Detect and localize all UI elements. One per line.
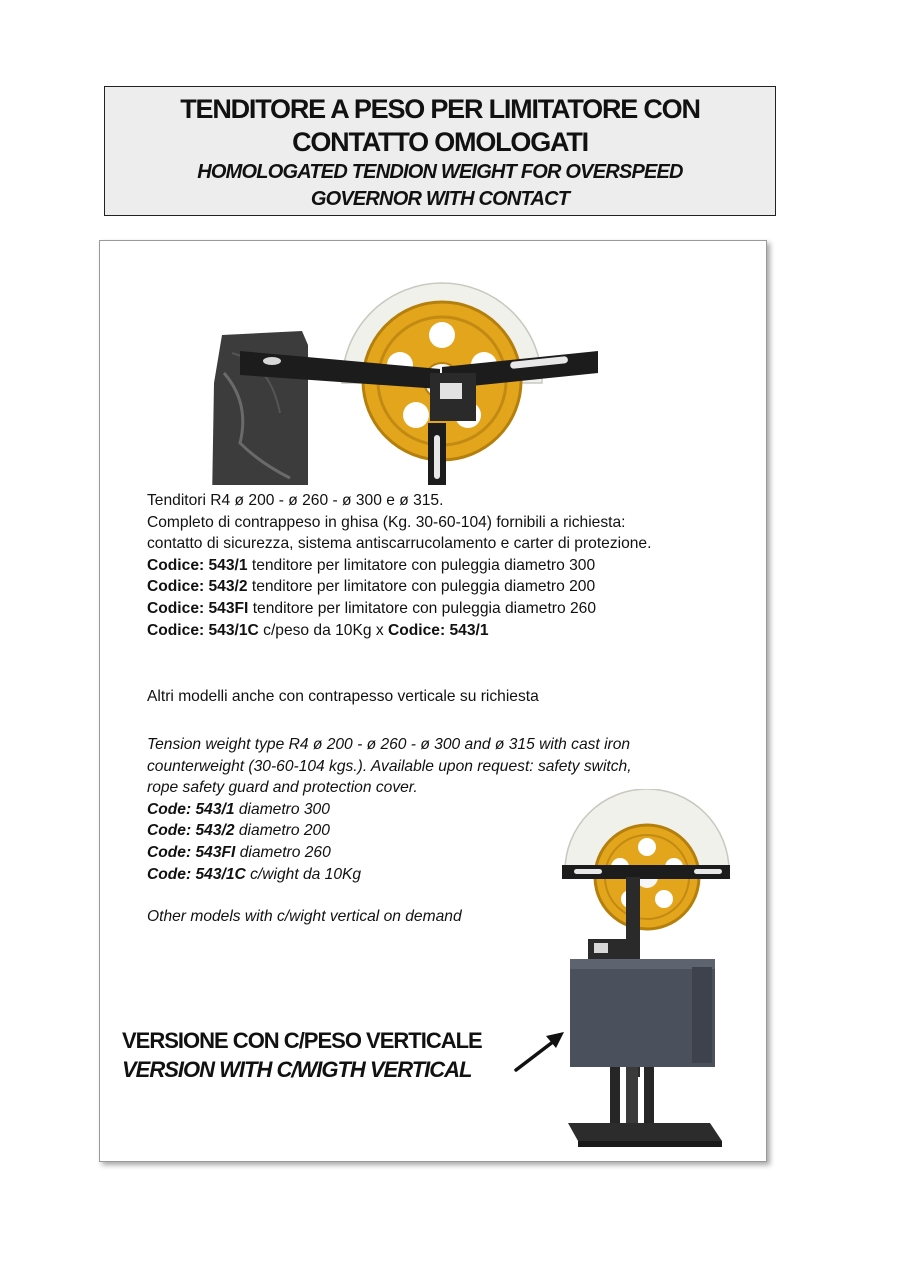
code-text: diametro 200 [234,822,330,840]
version-italian: VERSIONE CON C/PESO VERTICALE [122,1028,482,1053]
code-label: Codice: 543/1C [147,621,259,639]
vertical-tension-weight-photo [560,789,735,1151]
code-text: c/wight da 10Kg [245,865,362,883]
italian-code-543-1c [147,620,757,642]
code-text: diametro 300 [234,800,330,818]
english-line-3: rope safety guard and protection cover. [147,779,418,797]
other-models-italian: Altri modelli anche con contrapesso verticale su richiesta [147,688,539,705]
code-label: Codice: 543/2 [147,578,248,596]
title-english-line-1: HOMOLOGATED TENDION WEIGHT FOR OVERSPEED [197,161,683,183]
italian-code-543fi [147,598,757,620]
title-english-line-2: GOVERNOR WITH CONTACT [310,188,570,210]
arrow-icon [512,1026,572,1076]
code-label: Code: 543/1 [147,800,235,818]
code-label: Codice: 543/1 [147,556,248,574]
code-text: diametro 260 [235,843,331,861]
italian-description [147,490,757,641]
product-panel [99,240,767,1162]
english-line-1: Tension weight type R4 ø 200 - ø 260 - ø 300 and ø 315 with cast iron [147,736,631,753]
code-label: Code: 543FI [147,843,236,861]
code-text: tenditore per limitatore con puleggia diametro 200 [247,578,596,596]
code-label: Code: 543/1C [147,865,246,883]
horizontal-tension-weight-photo [210,263,600,485]
version-english: VERSION WITH C/WIGTH VERTICAL [122,1057,472,1082]
code-label: Code: 543/2 [147,822,235,840]
title-box [104,86,776,216]
italian-code-543-1 [147,555,757,577]
italian-code-543-2 [147,576,757,598]
english-line-2: counterweight (30-60-104 kgs.). Available upon request: safety switch, [147,757,632,775]
title-italian-line-2: CONTATTO OMOLOGATI [292,127,588,157]
italian-line-3: contatto di sicurezza, sistema antiscarrucolamento e carter di protezione. [147,535,652,553]
code-reference: Codice: 543/1 [387,621,489,639]
other-models-english: Other models with c/wight vertical on demand [147,908,462,926]
italian-line-1: Tenditori R4 ø 200 - ø 260 - ø 300 e ø 315. [147,492,444,509]
code-text: tenditore per limitatore con puleggia diametro 300 [247,556,596,574]
title-italian-line-1: TENDITORE A PESO PER LIMITATORE CON [180,94,700,124]
italian-line-2: Completo di contrappeso in ghisa (Kg. 30-60-104) fornibili a richiesta: [147,513,626,531]
version-label [122,1026,482,1084]
code-text: tenditore per limitatore con puleggia diametro 260 [248,599,596,617]
code-text: c/peso da 10Kg x [258,621,388,639]
code-label: Codice: 543FI [147,599,249,617]
